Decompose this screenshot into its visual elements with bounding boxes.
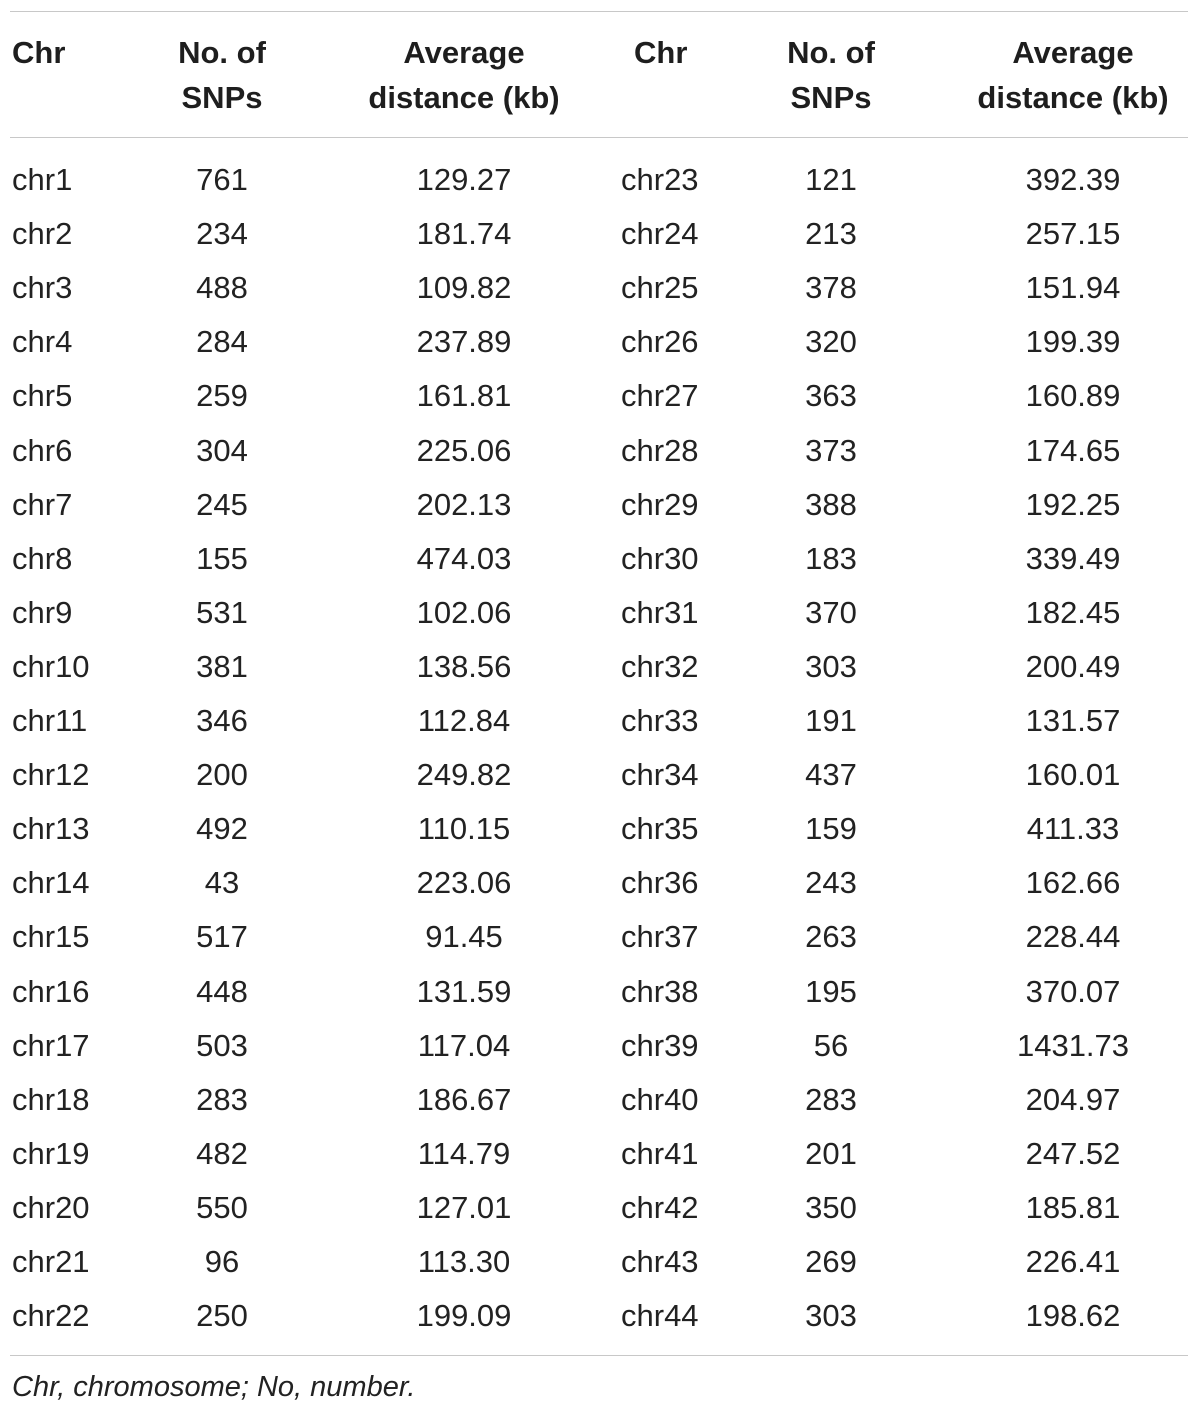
cell-distance-right: 257.15 <box>1025 216 1121 252</box>
cell-chr-right: chr27 <box>621 378 699 414</box>
cell-chr-left: chr10 <box>12 648 90 684</box>
header-snps-left-line2: SNPs <box>181 80 263 115</box>
cell-distance-right: 339.49 <box>1025 540 1121 576</box>
cell-snps-left: 346 <box>196 703 248 738</box>
header-snps-right <box>787 30 875 120</box>
cell-snps-right: 243 <box>805 865 857 901</box>
cell-snps-left: 284 <box>196 324 248 360</box>
cell-distance-right: 370.07 <box>1025 973 1121 1009</box>
cell-chr-right: chr34 <box>621 757 699 793</box>
header-chr-left: Chr <box>12 35 66 70</box>
cell-chr-left: chr1 <box>12 162 73 197</box>
cell-distance-right: 199.39 <box>1025 324 1121 360</box>
cell-snps-right: 373 <box>805 432 857 468</box>
cell-distance-right: 200.49 <box>1025 648 1121 684</box>
cell-snps-right: 350 <box>805 1189 857 1225</box>
cell-snps-right: 303 <box>805 648 857 684</box>
cell-distance-left: 199.09 <box>416 1298 512 1334</box>
cell-distance-right: 392.39 <box>1025 162 1121 197</box>
cell-chr-left: chr14 <box>12 865 90 901</box>
cell-distance-left: 474.03 <box>416 540 512 576</box>
cell-snps-left: 250 <box>196 1298 248 1334</box>
cell-snps-left: 96 <box>204 1244 240 1279</box>
header-chr-right: Chr <box>634 35 688 70</box>
cell-chr-right: chr31 <box>621 594 699 630</box>
cell-snps-left: 381 <box>196 648 248 684</box>
cell-chr-right: chr25 <box>621 270 699 306</box>
cell-distance-left: 237.89 <box>416 324 512 360</box>
cell-snps-right: 201 <box>805 1135 857 1171</box>
cell-distance-right: 174.65 <box>1025 432 1121 468</box>
cell-distance-right: 226.41 <box>1025 1244 1121 1279</box>
cell-chr-right: chr42 <box>621 1189 699 1225</box>
cell-snps-right: 437 <box>805 757 857 793</box>
cell-snps-left: 448 <box>196 973 248 1009</box>
cell-distance-right: 185.81 <box>1025 1189 1121 1225</box>
cell-snps-right: 363 <box>805 378 857 414</box>
cell-snps-left: 200 <box>196 757 248 793</box>
cell-chr-left: chr6 <box>12 432 73 468</box>
header-snps-right-line2: SNPs <box>790 80 872 115</box>
cell-distance-left: 249.82 <box>416 757 512 793</box>
table-bottom-rule <box>10 1355 1188 1356</box>
cell-chr-right: chr23 <box>621 162 699 197</box>
cell-snps-left: 503 <box>196 1027 248 1063</box>
cell-distance-left: 112.84 <box>417 703 511 738</box>
cell-snps-left: 531 <box>196 594 248 630</box>
cell-distance-left: 225.06 <box>416 432 512 468</box>
cell-chr-right: chr37 <box>621 919 699 955</box>
cell-distance-left: 202.13 <box>416 486 512 522</box>
table-header-rule <box>10 137 1188 138</box>
cell-chr-left: chr2 <box>12 216 73 252</box>
cell-snps-right: 370 <box>805 594 857 630</box>
table-top-rule <box>10 11 1188 12</box>
header-snps-right-line1: No. of <box>787 35 875 70</box>
cell-distance-right: 247.52 <box>1025 1135 1121 1171</box>
cell-distance-right: 160.89 <box>1025 378 1121 414</box>
cell-snps-left: 155 <box>196 540 248 576</box>
cell-chr-right: chr33 <box>621 703 699 738</box>
cell-chr-left: chr21 <box>12 1244 90 1279</box>
cell-snps-right: 269 <box>805 1244 857 1279</box>
cell-distance-left: 110.15 <box>417 811 511 847</box>
cell-chr-left: chr8 <box>12 540 73 576</box>
cell-snps-right: 283 <box>805 1081 857 1117</box>
cell-chr-left: chr20 <box>12 1189 90 1225</box>
cell-distance-right: 131.57 <box>1025 703 1121 738</box>
cell-distance-left: 223.06 <box>416 865 512 901</box>
cell-snps-left: 492 <box>196 811 248 847</box>
cell-distance-right: 204.97 <box>1025 1081 1121 1117</box>
cell-distance-right: 160.01 <box>1025 757 1121 793</box>
cell-distance-right: 411.33 <box>1026 811 1120 847</box>
cell-chr-left: chr18 <box>12 1081 90 1117</box>
cell-distance-left: 109.82 <box>416 270 512 306</box>
header-avg-right <box>977 30 1168 120</box>
cell-chr-left: chr22 <box>12 1298 90 1334</box>
cell-distance-right: 198.62 <box>1025 1298 1121 1334</box>
cell-chr-left: chr9 <box>12 594 73 630</box>
header-avg-left-line1: Average <box>403 35 525 70</box>
cell-snps-right: 195 <box>805 973 857 1009</box>
cell-distance-left: 113.30 <box>417 1244 511 1279</box>
cell-chr-right: chr43 <box>621 1244 699 1279</box>
cell-chr-right: chr30 <box>621 540 699 576</box>
cell-distance-right: 228.44 <box>1025 919 1121 955</box>
cell-distance-left: 138.56 <box>416 648 512 684</box>
cell-chr-right: chr24 <box>621 216 699 252</box>
cell-chr-right: chr41 <box>621 1135 699 1171</box>
cell-chr-right: chr28 <box>621 432 699 468</box>
cell-distance-left: 181.74 <box>416 216 512 252</box>
cell-distance-right: 162.66 <box>1025 865 1121 901</box>
cell-snps-left: 304 <box>196 432 248 468</box>
cell-chr-left: chr3 <box>12 270 73 306</box>
cell-distance-left: 129.27 <box>416 162 512 197</box>
cell-distance-left: 161.81 <box>416 378 512 414</box>
cell-snps-right: 159 <box>805 811 857 847</box>
cell-snps-right: 378 <box>805 270 857 306</box>
cell-distance-right: 1431.73 <box>1016 1027 1130 1063</box>
cell-snps-right: 320 <box>805 324 857 360</box>
cell-distance-left: 127.01 <box>416 1189 512 1225</box>
cell-distance-right: 151.94 <box>1025 270 1121 306</box>
cell-distance-left: 91.45 <box>425 919 503 955</box>
cell-snps-right: 183 <box>805 540 857 576</box>
cell-chr-right: chr29 <box>621 486 699 522</box>
cell-distance-right: 192.25 <box>1025 486 1121 522</box>
cell-chr-left: chr7 <box>12 486 73 522</box>
cell-snps-right: 263 <box>805 919 857 955</box>
cell-distance-left: 186.67 <box>416 1081 512 1117</box>
cell-chr-right: chr32 <box>621 648 699 684</box>
cell-distance-left: 117.04 <box>417 1027 511 1063</box>
cell-chr-right: chr38 <box>621 973 699 1009</box>
cell-chr-left: chr13 <box>12 811 90 847</box>
cell-chr-left: chr17 <box>12 1027 90 1063</box>
cell-snps-left: 761 <box>196 162 248 197</box>
cell-chr-left: chr16 <box>12 973 90 1009</box>
cell-chr-left: chr11 <box>12 703 88 738</box>
cell-snps-left: 482 <box>196 1135 248 1171</box>
cell-snps-left: 283 <box>196 1081 248 1117</box>
header-snps-left <box>178 30 266 120</box>
cell-chr-right: chr44 <box>621 1298 699 1334</box>
cell-snps-left: 488 <box>196 270 248 306</box>
cell-chr-right: chr39 <box>621 1027 699 1063</box>
cell-distance-left: 131.59 <box>416 973 512 1009</box>
cell-chr-right: chr26 <box>621 324 699 360</box>
table-footnote: Chr, chromosome; No, number. <box>12 1371 416 1403</box>
cell-snps-right: 388 <box>805 486 857 522</box>
cell-chr-left: chr12 <box>12 757 90 793</box>
cell-chr-left: chr5 <box>12 378 73 414</box>
cell-snps-left: 550 <box>196 1189 248 1225</box>
cell-distance-right: 182.45 <box>1025 594 1121 630</box>
cell-distance-left: 114.79 <box>417 1135 511 1171</box>
cell-snps-right: 121 <box>805 162 857 197</box>
cell-snps-right: 213 <box>805 216 857 252</box>
cell-snps-left: 259 <box>196 378 248 414</box>
cell-chr-left: chr19 <box>12 1135 90 1171</box>
cell-chr-left: chr4 <box>12 324 73 360</box>
cell-chr-right: chr36 <box>621 865 699 901</box>
cell-snps-left: 234 <box>196 216 248 252</box>
header-avg-right-line2: distance (kb) <box>977 80 1169 115</box>
cell-snps-right: 303 <box>805 1298 857 1334</box>
cell-distance-left: 102.06 <box>416 594 512 630</box>
cell-chr-right: chr40 <box>621 1081 699 1117</box>
header-snps-left-line1: No. of <box>178 35 266 70</box>
header-avg-left-line2: distance (kb) <box>368 80 560 115</box>
cell-snps-left: 517 <box>196 919 248 955</box>
cell-snps-right: 191 <box>805 703 857 738</box>
cell-chr-left: chr15 <box>12 919 90 955</box>
cell-chr-right: chr35 <box>621 811 699 847</box>
header-avg-left <box>368 30 559 120</box>
cell-snps-left: 43 <box>204 865 240 901</box>
cell-snps-right: 56 <box>813 1027 849 1063</box>
header-avg-right-line1: Average <box>1012 35 1134 70</box>
cell-snps-left: 245 <box>196 486 248 522</box>
